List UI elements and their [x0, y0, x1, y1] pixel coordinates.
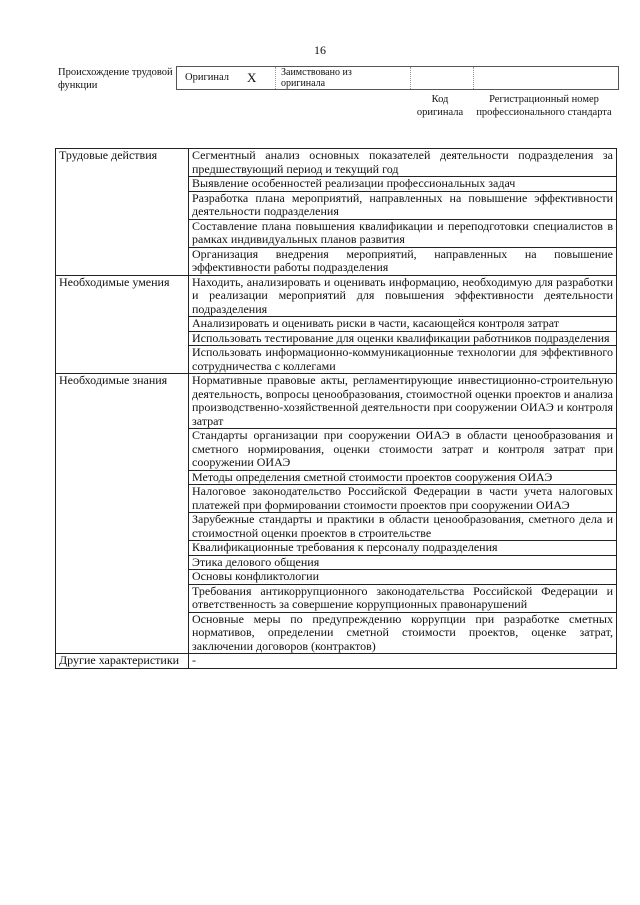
borrowed-label: Заимствовано из оригинала [281, 67, 352, 89]
category-cell: Необходимые умения [56, 275, 189, 374]
description-cell: Основные меры по предупреждению коррупции при разработке сметных нормативов, определении сметной стоимости проектов, оценке затрат, заключении договоров (контрактов) [189, 612, 617, 654]
origin-label: Происхождение трудовой функции [58, 67, 173, 91]
function-table [55, 148, 617, 669]
table-row [56, 374, 617, 429]
description-cell: Анализировать и оценивать риски в части, касающейся контроля затрат [189, 317, 617, 332]
category-cell: Необходимые знания [56, 374, 189, 654]
description-cell: Находить, анализировать и оценивать информацию, необходимую для разработки и реализации мероприятий для повышения эффективности деятельности подразделения [189, 275, 617, 317]
description-cell: Использовать тестирование для оценки квалификации работников подразделения [189, 331, 617, 346]
table-row [56, 275, 617, 317]
reg-number-label: Регистрационный номер профессионального стандарта [476, 94, 612, 118]
description-cell: Разработка плана мероприятий, направленных на повышение эффективности деятельности подразделения [189, 191, 617, 219]
category-cell: Другие характеристики [56, 654, 189, 669]
description-cell: Выявление особенностей реализации профессиональных задач [189, 177, 617, 192]
description-cell: Квалификационные требования к персоналу подразделения [189, 541, 617, 556]
description-cell: Налоговое законодательство Российской Федерации в части учета налоговых платежей при формировании стоимости проектов при сооружении ОИАЭ [189, 485, 617, 513]
table-row [56, 149, 617, 177]
description-cell: Нормативные правовые акты, регламентирующие инвестиционно-строительную деятельность, вопросы ценообразования, стоимостной оценки проектов и анализа производственно-хозяйственной деятельности при сооружении ОИАЭ и контроля затрат [189, 374, 617, 429]
page-number: 16 [314, 43, 326, 57]
category-cell: Трудовые действия [56, 149, 189, 276]
divider [275, 67, 276, 89]
description-cell: Сегментный анализ основных показателей деятельности подразделения за предшествующий период и текущий год [189, 149, 617, 177]
description-cell: Этика делового общения [189, 555, 617, 570]
original-label: Оригинал [185, 72, 229, 83]
description-cell: Составление плана повышения квалификации и переподготовки специалистов в рамках индивидуальных планов развития [189, 219, 617, 247]
description-cell: Зарубежные стандарты и практики в области ценообразования, сметного дела и стоимостной оценки проектов в строительстве [189, 513, 617, 541]
description-cell: Методы определения сметной стоимости проектов сооружения ОИАЭ [189, 470, 617, 485]
divider [410, 67, 411, 89]
original-mark: X [247, 70, 257, 85]
description-cell: - [189, 654, 617, 669]
origin-box [176, 66, 619, 90]
divider [473, 67, 474, 89]
description-cell: Организация внедрения мероприятий, направленных на повышение эффективности работы подразделения [189, 247, 617, 275]
description-cell: Требования антикоррупционного законодательства Российской Федерации и ответственность за совершение коррупционных правонарушений [189, 584, 617, 612]
description-cell: Стандарты организации при сооружении ОИАЭ в области ценообразования и сметного нормирования, оценки стоимости затрат и контроля затрат при сооружении ОИАЭ [189, 429, 617, 471]
description-cell: Использовать информационно-коммуникационные технологии для эффективного сотрудничества с коллегами [189, 346, 617, 374]
code-label: Код оригинала [416, 94, 464, 118]
table-row [56, 654, 617, 669]
description-cell: Основы конфликтологии [189, 570, 617, 585]
